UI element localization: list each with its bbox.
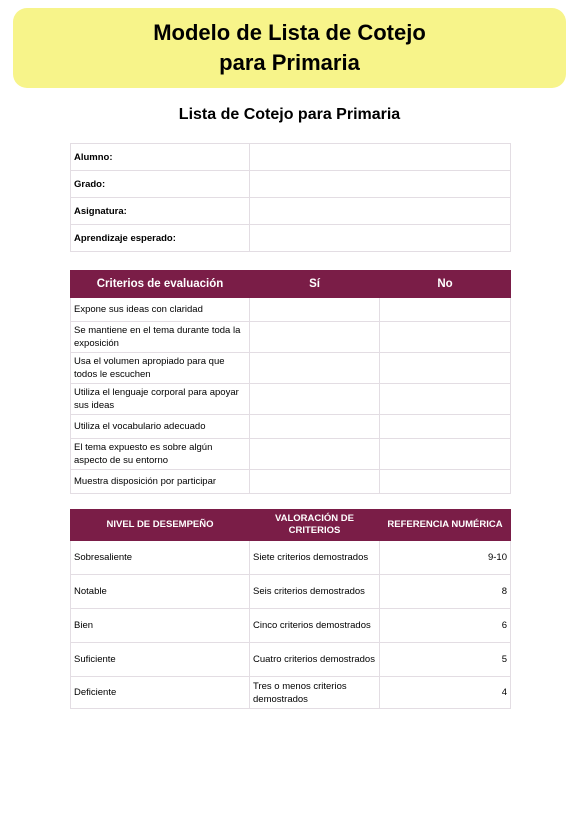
level-criteria: Cinco criterios demostrados — [250, 609, 380, 643]
no-header: No — [380, 271, 511, 298]
info-label-aprendizaje: Aprendizaje esperado: — [71, 225, 250, 252]
criteria-text: El tema expuesto es sobre algún aspecto de su entorno — [71, 439, 250, 470]
no-cell[interactable] — [380, 439, 511, 470]
banner-title-line-1: Modelo de Lista de Cotejo — [153, 20, 426, 45]
info-row — [71, 171, 511, 198]
no-cell[interactable] — [380, 298, 511, 322]
info-label-alumno: Alumno: — [71, 144, 250, 171]
banner-title-line-2: para Primaria — [219, 50, 360, 75]
level-name: Bien — [71, 609, 250, 643]
level-reference: 4 — [380, 677, 511, 709]
criteria-text: Muestra disposición por participar — [71, 470, 250, 494]
criteria-row — [71, 439, 511, 470]
level-name: Deficiente — [71, 677, 250, 709]
level-criteria: Seis criterios demostrados — [250, 575, 380, 609]
yes-cell[interactable] — [250, 353, 380, 384]
document-subtitle: Lista de Cotejo para Primaria — [178, 106, 401, 123]
criteria-row — [71, 415, 511, 439]
level-name: Notable — [71, 575, 250, 609]
no-cell[interactable] — [380, 384, 511, 415]
yes-header: Sí — [250, 271, 380, 298]
yes-cell[interactable] — [250, 322, 380, 353]
no-cell[interactable] — [380, 322, 511, 353]
criteria-text: Utiliza el lenguaje corporal para apoyar sus ideas — [71, 384, 250, 415]
no-cell[interactable] — [380, 470, 511, 494]
criteria-row — [71, 322, 511, 353]
info-row — [71, 144, 511, 171]
info-label-asignatura: Asignatura: — [71, 198, 250, 225]
yes-cell[interactable] — [250, 384, 380, 415]
valuation-header: VALORACIÓN DE CRITERIOS — [250, 510, 380, 541]
criteria-table — [70, 270, 511, 494]
level-criteria: Cuatro criterios demostrados — [250, 643, 380, 677]
criteria-row — [71, 353, 511, 384]
level-row — [71, 609, 511, 643]
info-value-field[interactable] — [250, 171, 511, 198]
info-row — [71, 198, 511, 225]
info-value-field[interactable] — [250, 225, 511, 252]
yes-cell[interactable] — [250, 470, 380, 494]
info-label-grado: Grado: — [71, 171, 250, 198]
level-header-row — [71, 510, 511, 541]
numeric-reference-header: REFERENCIA NUMÉRICA — [380, 510, 511, 541]
level-reference: 6 — [380, 609, 511, 643]
criteria-text: Utiliza el vocabulario adecuado — [71, 415, 250, 439]
level-row — [71, 643, 511, 677]
criteria-text: Se mantiene en el tema durante toda la exposición — [71, 322, 250, 353]
criteria-header-row — [71, 271, 511, 298]
level-row — [71, 575, 511, 609]
criteria-row — [71, 384, 511, 415]
level-criteria: Tres o menos criterios demostrados — [250, 677, 380, 709]
level-name: Sobresaliente — [71, 541, 250, 575]
yes-cell[interactable] — [250, 439, 380, 470]
no-cell[interactable] — [380, 353, 511, 384]
info-row — [71, 225, 511, 252]
criteria-row — [71, 298, 511, 322]
student-info-table — [70, 143, 511, 252]
yes-cell[interactable] — [250, 298, 380, 322]
info-value-field[interactable] — [250, 198, 511, 225]
level-row — [71, 541, 511, 575]
level-reference: 8 — [380, 575, 511, 609]
level-header: NIVEL DE DESEMPEÑO — [71, 510, 250, 541]
performance-level-table — [70, 509, 511, 709]
level-criteria: Siete criterios demostrados — [250, 541, 380, 575]
level-reference: 5 — [380, 643, 511, 677]
level-reference: 9-10 — [380, 541, 511, 575]
yes-cell[interactable] — [250, 415, 380, 439]
level-row — [71, 677, 511, 709]
criteria-header: Criterios de evaluación — [71, 271, 250, 298]
no-cell[interactable] — [380, 415, 511, 439]
criteria-text: Usa el volumen apropiado para que todos le escuchen — [71, 353, 250, 384]
level-name: Suficiente — [71, 643, 250, 677]
criteria-row — [71, 470, 511, 494]
info-value-field[interactable] — [250, 144, 511, 171]
title-banner — [13, 8, 566, 88]
criteria-text: Expone sus ideas con claridad — [71, 298, 250, 322]
